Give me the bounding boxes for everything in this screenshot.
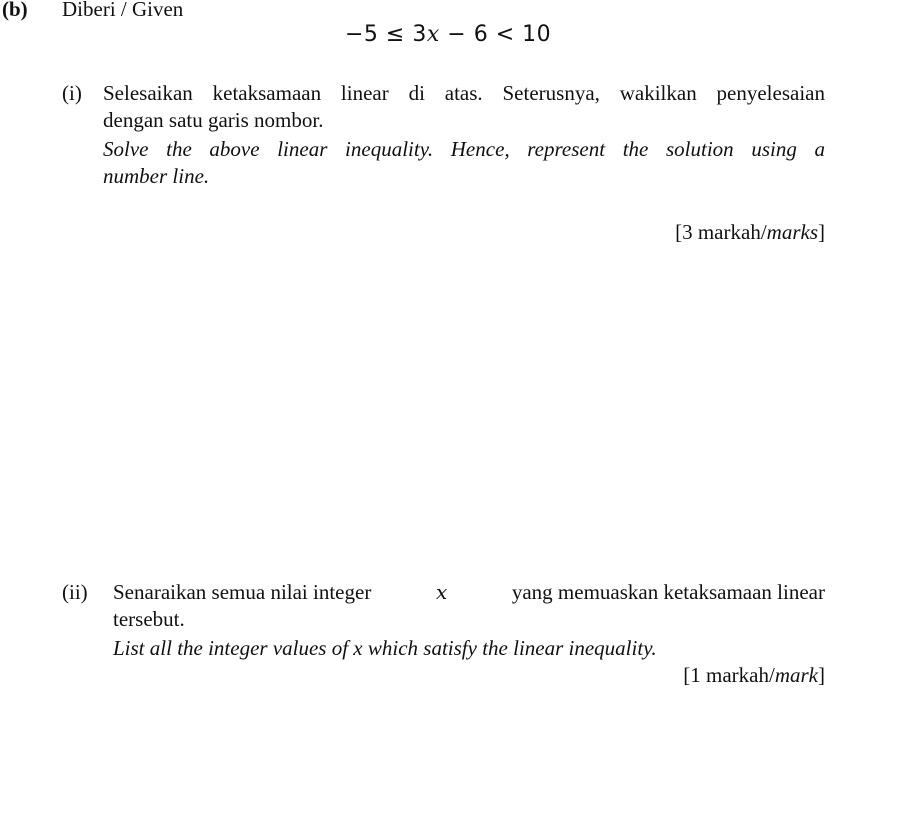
part-label: (b) — [2, 0, 28, 21]
question-i-number: (i) — [62, 81, 82, 105]
question-i-marks-italic: marks — [766, 220, 818, 244]
question-i-marks-prefix: [3 markah/ — [675, 220, 767, 244]
question-i-english-line1: Solve the above linear inequality. Hence, represent the solution using a — [103, 137, 825, 161]
question-ii-malay-part-b: yang memuaskan ketaksamaan linear — [511, 580, 825, 604]
inequality-variable: x — [426, 22, 440, 47]
given-text: Diberi / Given — [62, 0, 184, 21]
question-i-malay-line1: Selesaikan ketaksamaan linear di atas. Seterusnya, wakilkan penyelesaian — [103, 81, 825, 105]
question-ii-malay-line1 — [113, 580, 825, 605]
inequality-expression — [345, 22, 551, 47]
question-ii-english-line: List all the integer values of x which satisfy the linear inequality. — [113, 636, 657, 660]
question-ii-marks-prefix: [1 markah/ — [683, 663, 775, 687]
inequality-rhs: − 6 < 10 — [439, 22, 552, 47]
question-ii-malay-part-a: Senaraikan semua nilai integer — [113, 580, 372, 604]
question-ii-marks-suffix: ] — [818, 663, 825, 687]
question-i-malay-line2: dengan satu garis nombor. — [103, 108, 324, 132]
question-i-marks-suffix: ] — [818, 220, 825, 244]
question-ii-marks — [683, 663, 825, 688]
inequality-lhs: −5 ≤ 3 — [345, 22, 427, 47]
question-i-marks — [675, 220, 825, 245]
question-ii-marks-italic: mark — [774, 663, 818, 687]
question-ii-number: (ii) — [62, 580, 88, 604]
question-ii-malay-line2: tersebut. — [113, 607, 185, 631]
question-i-english-line2: number line. — [103, 164, 210, 188]
question-ii-variable: x — [435, 580, 448, 604]
